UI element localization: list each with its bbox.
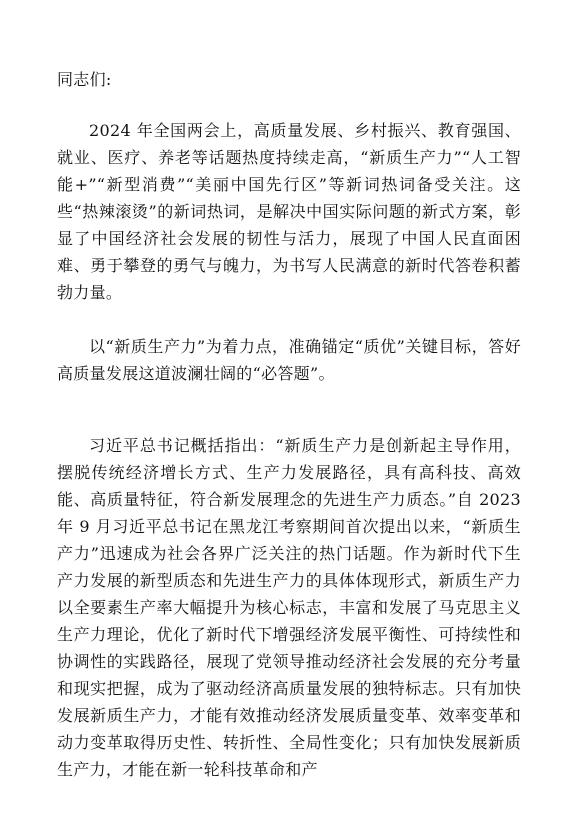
paragraph-xi-definition: 习近平总书记概括指出：“新质生产力是创新起主导作用，摆脱传统经济增长方式、生产力发展路径，具有高科技、高效能、高质量特征，符合新发展理念的先进生产力质态。”自 2023 年 9 月习近平总书记在黑龙江考察期间首次提出以来，“新质生产力”迅速成为社会各界广泛关注的热门话题。作为新时代下生产力发展的新型质态和先进生产力的具体体现形式，新质生产力以全要素生产率大幅提升为核心标志，丰富和发展了马克思主义生产力理论，优化了新时代下增强经济发展平衡性、可持续性和协调性的实践路径，展现了党领导推动经济社会发展的充分考量和现实把握，成为了驱动经济高质量发展的独特标志。只有加快发展新质生产力，才能有效推动经济发展质量变革、效率变革和动力变革取得历史性、转折性、全局性变化；只有加快发展新质生产力，才能在新一轮科技革命和产 (57, 436, 521, 779)
paragraph-new-productivity-focus: 以“新质生产力”为着力点，准确锚定“质优”关键目标，答好高质量发展这道波澜壮阔的“必答题”。 (57, 337, 521, 383)
paragraph-two-sessions: 2024 年全国两会上，高质量发展、乡村振兴、教育强国、就业、医疗、养老等话题热度持续走高，“新质生产力”“人工智能+”“新型消费”“美丽中国先行区”等新词热词备受关注。这些“热辣滚烫”的新词热词，是解决中国实际问题的新式方案，彰显了中国经济社会发展的韧性与活力，展现了中国人民直面困难、勇于攀登的勇气与魄力，为书写人民满意的新时代答卷积蓄勃力量。 (57, 121, 521, 302)
salutation: 同志们: (57, 70, 112, 89)
